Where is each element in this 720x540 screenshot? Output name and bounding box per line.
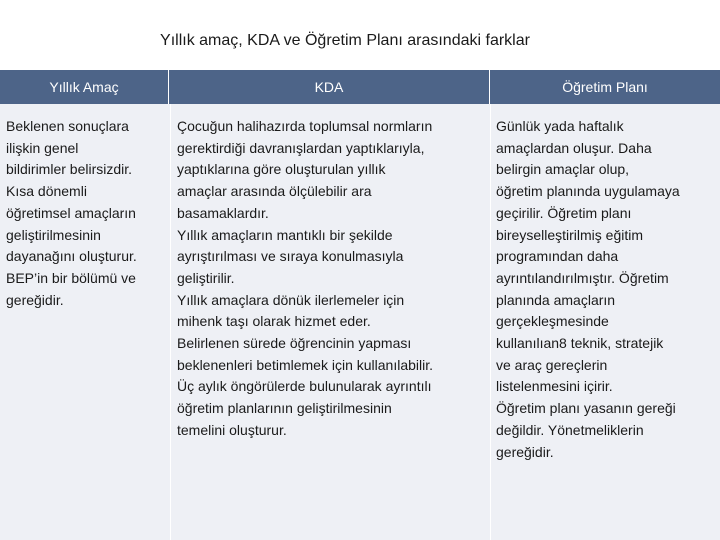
cell-divider: [490, 104, 491, 540]
slide-title: Yıllık amaç, KDA ve Öğretim Planı arasındaki farklar: [160, 32, 530, 49]
table-header-row: [0, 70, 720, 104]
header-yillik-amac: Yıllık Amaç: [49, 79, 119, 95]
comparison-table: [0, 70, 720, 540]
cell-ogretim-plani: Günlük yada haftalık amaçlardan oluşur. Daha belirgin amaçlar olup, öğretim planında uygulamaya geçirilir. Öğretim planı bireyselleştirilmiş eğitim programından daha ayrıntılandırılmıştır. Öğretim planında amaçların gerçekleşmesinde kullanılıan8 teknik, stratejik ve araç gereçlerin listelenmesini içirir. Öğretim planı yasanın gereği değildir. Yönetmeliklerin gereğidir.: [496, 118, 680, 460]
cell-divider: [170, 104, 171, 540]
header-ogretim-plani: Öğretim Planı: [562, 79, 648, 95]
table-body-row: [0, 104, 720, 540]
cell-kda: Çocuğun halihazırda toplumsal normların gerektirdiği davranışlardan yaptıklarıyla, yaptıklarına göre oluşturulan yıllık amaçlar arasında ölçülebilir ara basamaklardır. Yıllık amaçların mantıklı bir şekilde ayrıştırılması ve sıraya konulmasıyla geliştirilir. Yıllık amaçlara dönük ilerlemeler için mihenk taşı olarak hizmet eder. Belirlenen sürede öğrencinin yapması beklenenleri betimlemek için kullanılabilir. Üç aylık öngörülerde bulunularak ayrıntılı öğretim planlarının geliştirilmesinin temelini oluşturur.: [177, 118, 434, 438]
header-kda: KDA: [314, 79, 344, 95]
cell-yillik-amac: Beklenen sonuçlara ilişkin genel bildirimler belirsizdir. Kısa dönemli öğretimsel amaçların geliştirilmesinin dayanağını oluşturur. BEP’in bir bölümü ve gereğidir.: [6, 118, 137, 308]
